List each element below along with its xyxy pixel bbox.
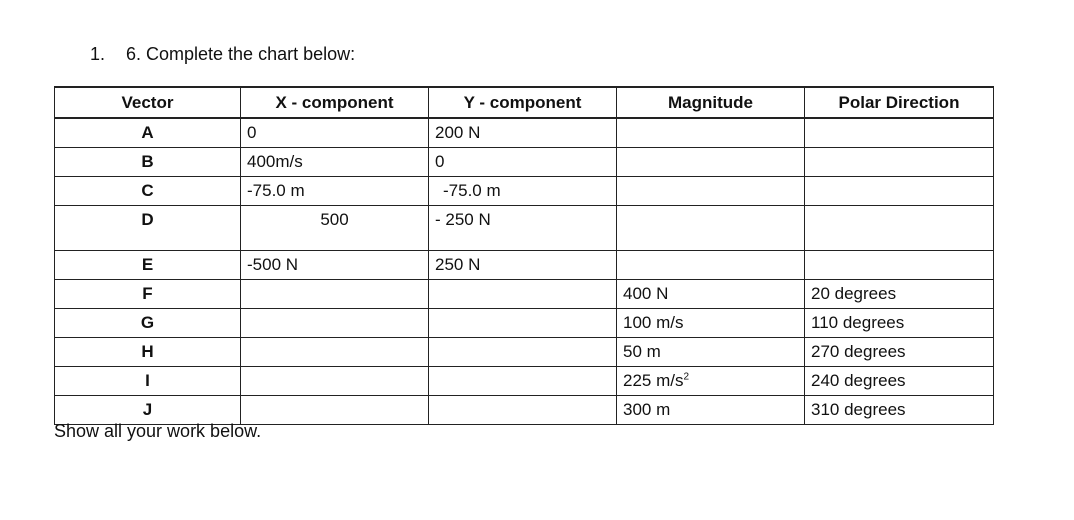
x-component-cell: -75.0 m bbox=[241, 177, 429, 206]
direction-cell bbox=[805, 177, 994, 206]
y-component-cell bbox=[429, 367, 617, 396]
table-row bbox=[55, 309, 994, 338]
magnitude-value: 225 m/s bbox=[623, 371, 684, 390]
y-component-cell bbox=[429, 280, 617, 309]
magnitude-cell: 50 m bbox=[617, 338, 805, 367]
instructions-text: Show all your work below. bbox=[54, 421, 262, 441]
y-component-cell: - 250 N bbox=[429, 206, 617, 251]
x-component-cell bbox=[241, 309, 429, 338]
vector-label: A bbox=[55, 118, 241, 148]
x-component-cell: 400m/s bbox=[241, 148, 429, 177]
direction-cell: 270 degrees bbox=[805, 338, 994, 367]
header-polar-direction: Polar Direction bbox=[805, 87, 994, 118]
vector-label: H bbox=[55, 338, 241, 367]
table-row bbox=[55, 177, 994, 206]
table-row bbox=[55, 338, 994, 367]
magnitude-cell bbox=[617, 251, 805, 280]
header-y-component: Y - component bbox=[429, 87, 617, 118]
vector-label: B bbox=[55, 148, 241, 177]
table-row bbox=[55, 251, 994, 280]
header-x-component: X - component bbox=[241, 87, 429, 118]
vector-label: F bbox=[55, 280, 241, 309]
magnitude-exponent: 2 bbox=[683, 371, 690, 383]
x-component-cell bbox=[241, 367, 429, 396]
direction-cell: 310 degrees bbox=[805, 396, 994, 425]
y-component-cell bbox=[429, 396, 617, 425]
vector-label: C bbox=[55, 177, 241, 206]
magnitude-cell bbox=[617, 367, 805, 396]
vector-label: D bbox=[55, 206, 241, 251]
y-component-cell bbox=[429, 309, 617, 338]
x-component-cell: 500 bbox=[241, 206, 429, 251]
magnitude-cell: 100 m/s bbox=[617, 309, 805, 338]
header-magnitude: Magnitude bbox=[617, 87, 805, 118]
magnitude-cell: 400 N bbox=[617, 280, 805, 309]
vector-label: G bbox=[55, 309, 241, 338]
y-component-cell bbox=[429, 338, 617, 367]
table-row bbox=[55, 280, 994, 309]
direction-cell bbox=[805, 118, 994, 148]
vector-label: I bbox=[55, 367, 241, 396]
direction-cell bbox=[805, 206, 994, 251]
table-row bbox=[55, 118, 994, 148]
vector-chart-table bbox=[54, 86, 994, 425]
table-row bbox=[55, 148, 994, 177]
y-component-cell: 200 N bbox=[429, 118, 617, 148]
magnitude-cell: 300 m bbox=[617, 396, 805, 425]
x-component-cell bbox=[241, 280, 429, 309]
question-number: 1. bbox=[90, 44, 106, 64]
y-component-cell: -75.0 m bbox=[429, 177, 617, 206]
vector-label: E bbox=[55, 251, 241, 280]
direction-cell: 240 degrees bbox=[805, 367, 994, 396]
y-component-cell: 0 bbox=[429, 148, 617, 177]
direction-cell bbox=[805, 148, 994, 177]
direction-cell: 20 degrees bbox=[805, 280, 994, 309]
x-component-cell: 0 bbox=[241, 118, 429, 148]
vector-label: J bbox=[55, 396, 241, 425]
magnitude-cell bbox=[617, 148, 805, 177]
magnitude-cell bbox=[617, 177, 805, 206]
header-vector: Vector bbox=[55, 87, 241, 118]
table-row bbox=[55, 206, 994, 251]
x-component-cell bbox=[241, 396, 429, 425]
question-heading bbox=[90, 44, 355, 65]
x-component-cell bbox=[241, 338, 429, 367]
magnitude-cell bbox=[617, 118, 805, 148]
y-component-cell: 250 N bbox=[429, 251, 617, 280]
table-header-row bbox=[55, 87, 994, 118]
direction-cell: 110 degrees bbox=[805, 309, 994, 338]
magnitude-cell bbox=[617, 206, 805, 251]
table-row bbox=[55, 367, 994, 396]
x-component-cell: -500 N bbox=[241, 251, 429, 280]
direction-cell bbox=[805, 251, 994, 280]
question-text: 6. Complete the chart below: bbox=[126, 44, 356, 64]
